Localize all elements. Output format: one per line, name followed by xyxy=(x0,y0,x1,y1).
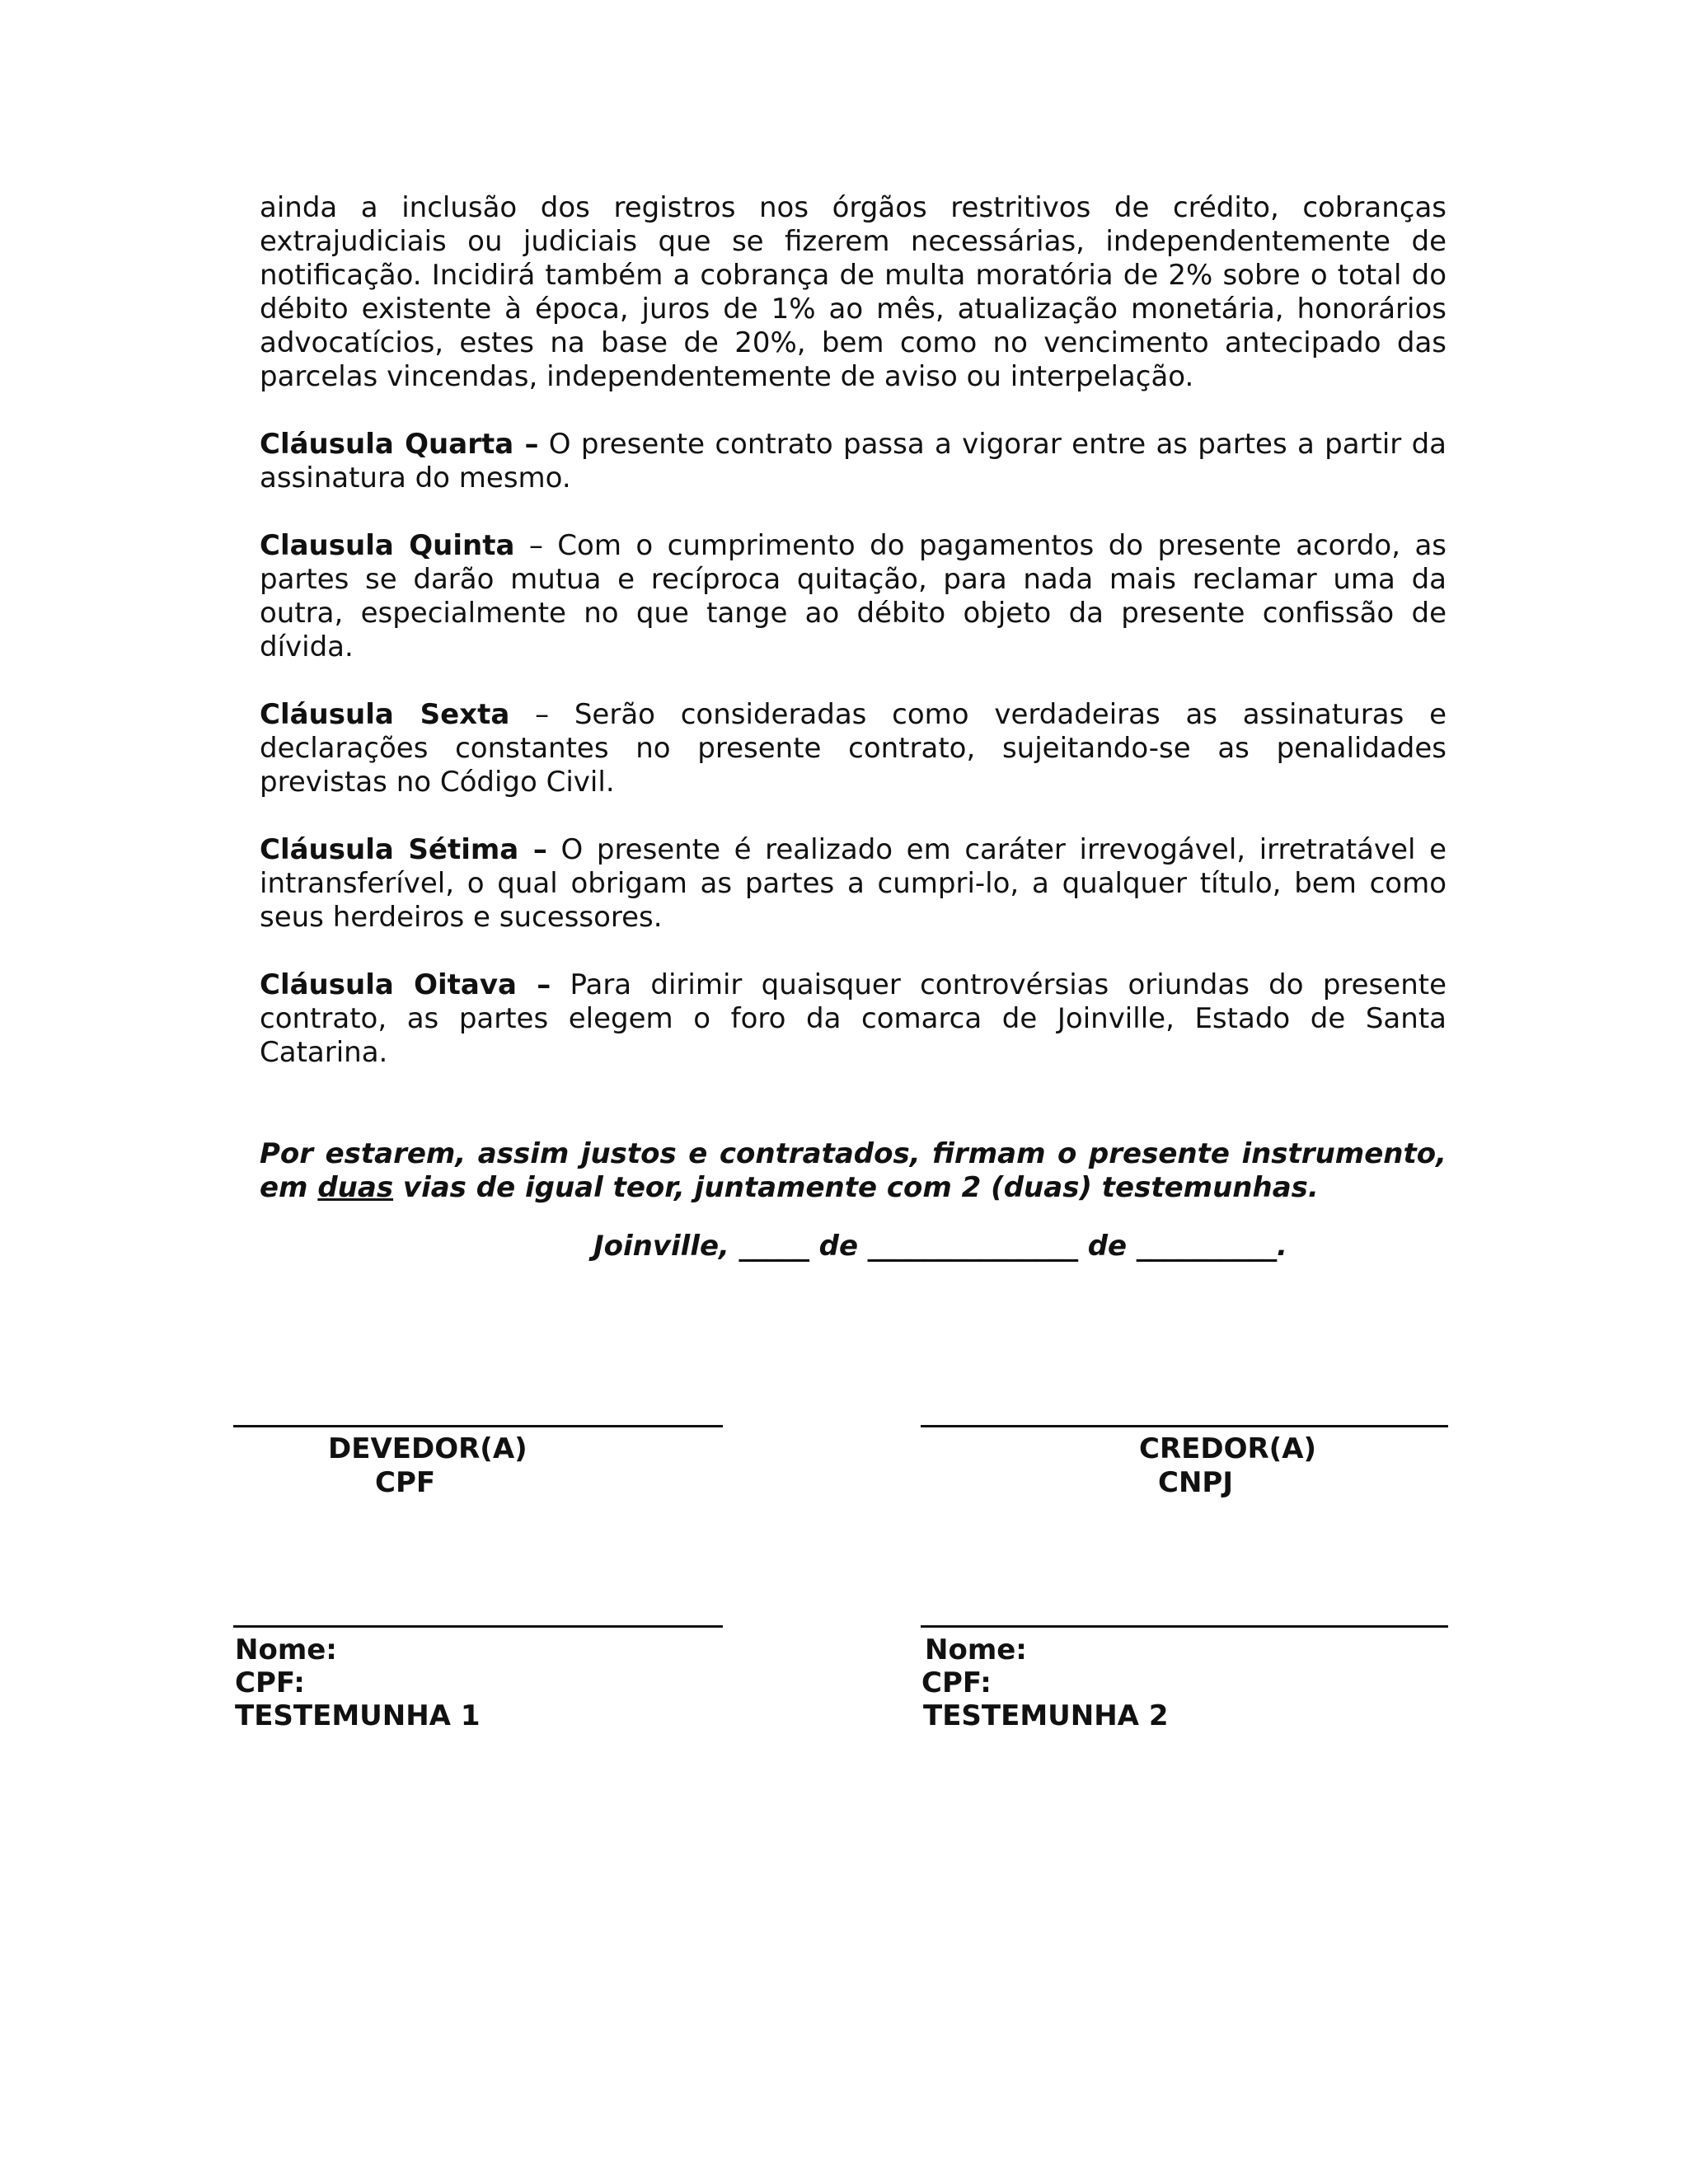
clause-text: O presente é realizado em caráter irrevogável, irretratável e intransferível, o qual obrigam as partes a cumpri-lo, a qualquer título, bem como seus herdeiros e sucessores. xyxy=(260,833,1447,934)
debtor-id-label: CPF xyxy=(375,1466,436,1499)
clause-text: – Serão consideradas como verdadeiras as assinaturas e declarações constantes no presente contrato, sujeitando-se as penalidades previstas no Código Civil. xyxy=(260,698,1447,799)
clause-seventh xyxy=(260,833,1447,935)
contract-body xyxy=(260,191,1447,1233)
creditor-label: CREDOR(A) xyxy=(1139,1432,1317,1465)
witness2-cpf-label: CPF: xyxy=(921,1666,992,1699)
witness1-name-label: Nome: xyxy=(235,1633,337,1666)
clause-heading: Cláusula Sexta xyxy=(260,698,510,731)
paragraph-continuation xyxy=(260,191,1447,394)
closing-text-part2: vias de igual teor, juntamente com 2 (duas) testemunhas. xyxy=(393,1171,1319,1204)
clause-heading: Cláusula Sétima – xyxy=(260,833,547,866)
clause-text: O presente contrato passa a vigorar entre as partes a partir da assinatura do mesmo. xyxy=(260,428,1447,494)
clause-sixth xyxy=(260,698,1447,799)
witness1-signature-line xyxy=(233,1625,723,1628)
paragraph-text: ainda a inclusão dos registros nos órgãos restritivos de crédito, cobranças extrajudiciais ou judiciais que se fizerem necessárias, independentemente de notificação. Incidirá também a cobrança de multa moratória de 2% sobre o total do débito existente à época, juros de 1% ao mês, atualização monetária, honorários advocatícios, estes na base de 20%, bem como no vencimento antecipado das parcelas vincendas, independentemente de aviso ou interpelação. xyxy=(260,191,1447,393)
creditor-signature-line xyxy=(921,1425,1448,1427)
witness2-signature-line xyxy=(921,1625,1448,1628)
clause-eighth xyxy=(260,968,1447,1070)
debtor-signature-line xyxy=(233,1425,723,1427)
witness2-name-label: Nome: xyxy=(925,1633,1027,1666)
closing-statement xyxy=(260,1137,1447,1205)
clause-text: – Com o cumprimento do pagamentos do presente acordo, as partes se darão mutua e recíproca quitação, para nada mais reclamar uma da outra, especialmente no que tange ao débito objeto da presente confissão de dívida. xyxy=(260,529,1447,663)
clause-heading: Cláusula Quarta – xyxy=(260,428,539,461)
debtor-label: DEVEDOR(A) xyxy=(328,1432,528,1465)
witness1-title: TESTEMUNHA 1 xyxy=(235,1699,481,1732)
clause-fourth xyxy=(260,428,1447,495)
closing-underlined-word: duas xyxy=(317,1171,394,1204)
witness1-cpf-label: CPF: xyxy=(235,1666,305,1699)
witness2-title: TESTEMUNHA 2 xyxy=(923,1699,1169,1732)
date-line: Joinville, _____ de _______________ de __________. xyxy=(593,1230,1287,1263)
creditor-id-label: CNPJ xyxy=(1158,1466,1233,1499)
clause-heading: Cláusula Oitava – xyxy=(260,968,551,1001)
closing-text-part1: Por estarem, assim justos e contratados, firmam o presente instrumento, em xyxy=(260,1137,1447,1204)
clause-fifth xyxy=(260,529,1447,664)
clause-text: Para dirimir quaisquer controvérsias oriundas do presente contrato, as partes elegem o foro da comarca de Joinville, Estado de Santa Catarina. xyxy=(260,968,1447,1069)
clause-heading: Clausula Quinta xyxy=(260,529,515,562)
